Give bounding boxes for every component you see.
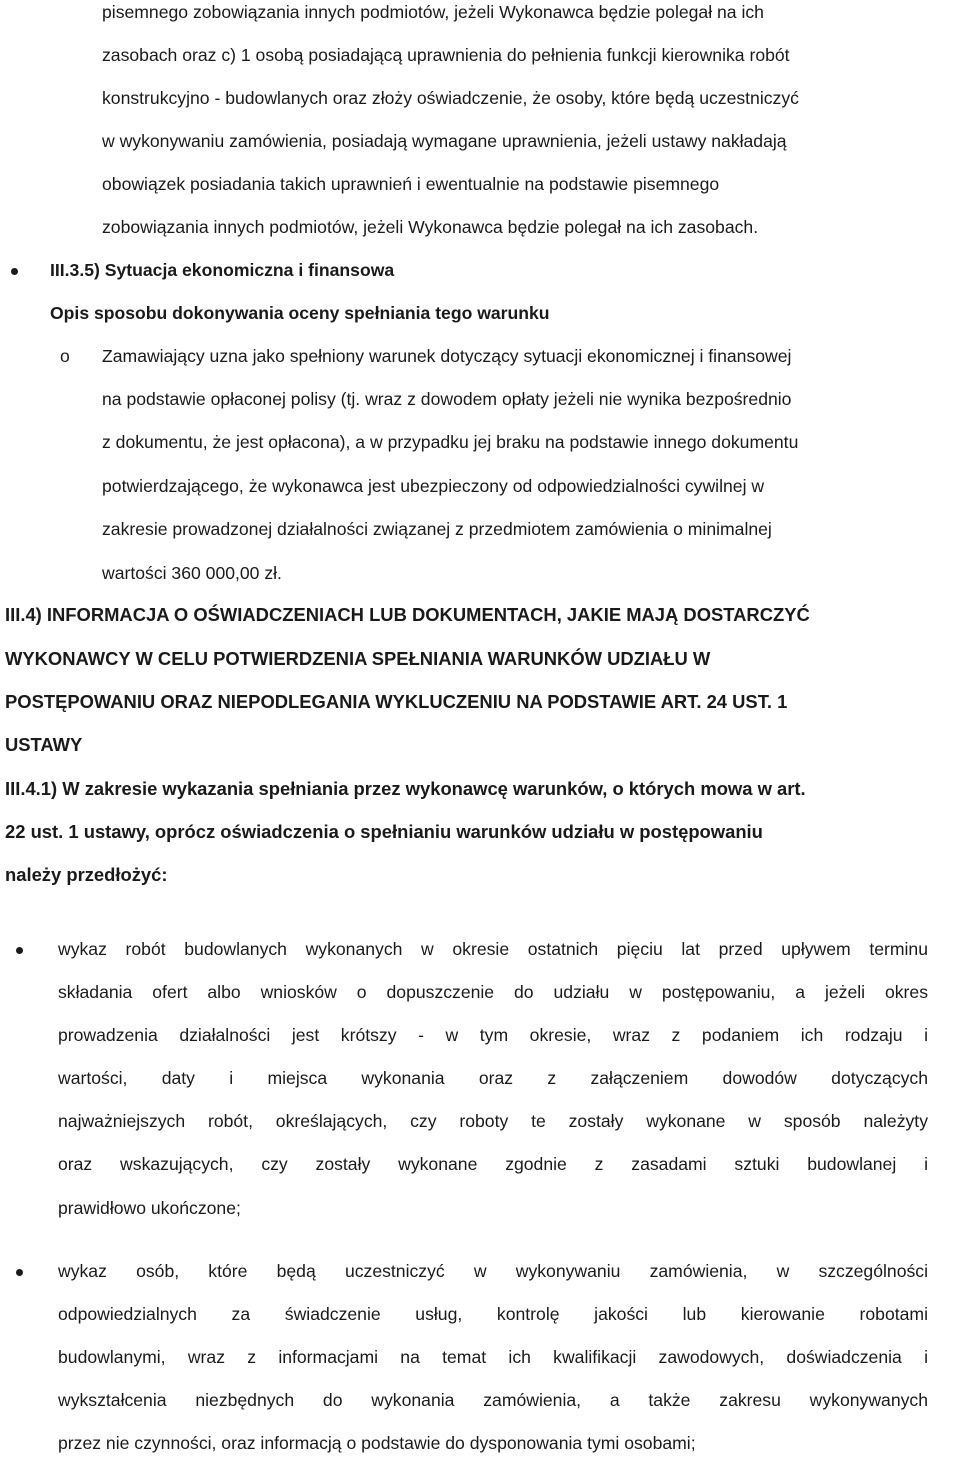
section-subheading: Opis sposobu dokonywania oceny spełniania tego warunku xyxy=(50,303,550,323)
text-line: konstrukcyjno - budowlanych oraz złoży oświadczenie, że osoby, które będą uczestniczyć xyxy=(102,88,799,108)
text-line: wykształcenia niezbędnych do wykonania zamówienia, a także zakresu wykonywanych xyxy=(58,1390,928,1410)
text-line: obowiązek posiadania takich uprawnień i ewentualnie na podstawie pisemnego xyxy=(102,174,720,194)
circle-bullet-icon: o xyxy=(60,346,70,366)
text-line: Zamawiający uzna jako spełniony warunek dotyczący sytuacji ekonomicznej i finansowej xyxy=(102,346,792,366)
text-line: wartości 360 000,00 zł. xyxy=(102,563,282,583)
text-line: przez nie czynności, oraz informacją o podstawie do dysponowania tymi osobami; xyxy=(58,1433,696,1453)
subheading-line: 22 ust. 1 ustawy, oprócz oświadczenia o spełnianiu warunków udziału w postępowaniu xyxy=(5,821,763,842)
bullet-icon xyxy=(16,947,23,954)
text-line: wykaz osób, które będą uczestniczyć w wykonywaniu zamówienia, w szczególności xyxy=(58,1261,928,1281)
text-line: zasobach oraz c) 1 osobą posiadającą uprawnienia do pełnienia funkcji kierownika robót xyxy=(102,45,790,65)
text-line: potwierdzającego, że wykonawca jest ubezpieczony od odpowiedzialności cywilnej w xyxy=(102,476,765,496)
text-line: prawidłowo ukończone; xyxy=(58,1198,241,1218)
text-line: z dokumentu, że jest opłacona), a w przypadku jej braku na podstawie innego dokumentu xyxy=(102,432,799,452)
text-line: budowlanymi, wraz z informacjami na temat ich kwalifikacji zawodowych, doświadczenia i xyxy=(58,1347,928,1367)
section-heading: III.3.5) Sytuacja ekonomiczna i finansowa xyxy=(50,260,395,280)
text-line: zobowiązania innych podmiotów, jeżeli Wykonawca będzie polegał na ich zasobach. xyxy=(102,217,759,237)
text-line: prowadzenia działalności jest krótszy - w tym okresie, wraz z podaniem ich rodzaju i xyxy=(58,1025,928,1045)
heading-line: USTAWY xyxy=(5,734,83,755)
text-line: wartości, daty i miejsca wykonania oraz z załączeniem dowodów dotyczących xyxy=(58,1068,928,1088)
subheading-line: III.4.1) W zakresie wykazania spełniania przez wykonawcę warunków, o których mowa w art. xyxy=(5,778,806,799)
text-line: najważniejszych robót, określających, czy roboty te zostały wykonane w sposób należyty xyxy=(58,1111,928,1131)
heading-line: WYKONAWCY W CELU POTWIERDZENIA SPEŁNIANIA WARUNKÓW UDZIAŁU W xyxy=(5,648,711,669)
bullet-icon xyxy=(11,268,18,275)
text-line: na podstawie opłaconej polisy (tj. wraz z dowodem opłaty jeżeli nie wynika bezpośrednio xyxy=(102,389,792,409)
heading-line: POSTĘPOWANIU ORAZ NIEPODLEGANIA WYKLUCZENIU NA PODSTAWIE ART. 24 UST. 1 xyxy=(5,691,788,712)
text-line: oraz wskazujących, czy zostały wykonane zgodnie z zasadami sztuki budowlanej i xyxy=(58,1154,928,1174)
text-line: odpowiedzialnych za świadczenie usług, kontrolę jakości lub kierowanie robotami xyxy=(58,1304,928,1324)
text-line: pisemnego zobowiązania innych podmiotów, jeżeli Wykonawca będzie polegał na ich xyxy=(102,2,764,22)
text-line: zakresie prowadzonej działalności związanej z przedmiotem zamówienia o minimalnej xyxy=(102,519,772,539)
subheading-line: należy przedłożyć: xyxy=(5,864,168,885)
text-line: w wykonywaniu zamówienia, posiadają wymagane uprawnienia, jeżeli ustawy nakładają xyxy=(102,131,787,151)
text-line: wykaz robót budowlanych wykonanych w okresie ostatnich pięciu lat przed upływem terminu xyxy=(58,939,928,959)
text-line: składania ofert albo wniosków o dopuszczenie do udziału w postępowaniu, a jeżeli okres xyxy=(58,982,928,1002)
heading-line: III.4) INFORMACJA O OŚWIADCZENIACH LUB DOKUMENTACH, JAKIE MAJĄ DOSTARCZYĆ xyxy=(5,604,810,625)
bullet-icon xyxy=(16,1269,23,1276)
